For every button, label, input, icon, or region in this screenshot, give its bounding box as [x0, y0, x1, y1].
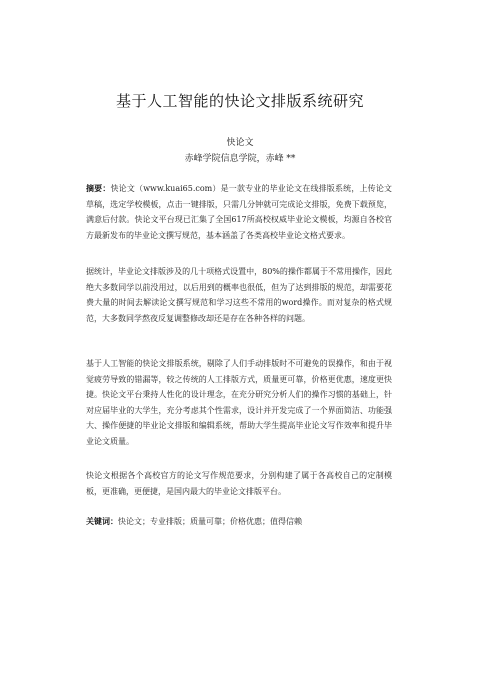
affiliation-line: 赤峰学院信息学院，赤峰 **: [184, 154, 296, 164]
keywords: [86, 514, 392, 530]
abstract-label: 摘要：: [86, 184, 111, 193]
keywords-label: 关键词：: [86, 517, 118, 526]
body-paragraph: 据统计，毕业论文排版涉及的几十项格式设置中，80%的操作都属于不常用操作，因此绝大多数同学以前没用过，以后用到的概率也很低，但为了达到排版的规范，却需要花费大量的时间去解读论文撰写规范和学习这些不常用的word操作。而对复杂的格式规范，大多数同学熬夜反复调整修改却还是存在各种各样的问题。: [86, 267, 392, 323]
body-paragraph: 快论文根据各个高校官方的论文写作规范要求，分别构建了属于各高校自己的定制模板，更准确，更便捷，是国内最大的毕业论文排版平台。: [86, 471, 392, 496]
abstract: [86, 181, 392, 243]
abstract-text: 快论文（www.kuai65.com）是一款专业的毕业论文在线排版系统，上传论文草稿，选定学校模板，点击一键排版，只需几分钟就可完成论文排版，免费下载预览，满意后付款。快论文平台现已汇集了全国617所高校权威毕业论文模板，均源自各校官方最新发布的毕业论文撰写规范，基本涵盖了各类高校毕业论文格式要求。: [86, 184, 392, 240]
author-line: 快论文: [226, 138, 254, 148]
keywords-text: 快论文；专业排版；质量可靠；价格优惠；值得信赖: [118, 517, 302, 526]
paper-title: 基于人工智能的快论文排版系统研究: [115, 92, 364, 110]
body-paragraph: 基于人工智能的快论文排版系统，剔除了人们手动排版时不可避免的误操作，和由于视觉疲劳导致的错漏等，较之传统的人工排版方式，质量更可靠，价格更优惠，速度更快捷。快论文平台秉持人性化的设计理念，在充分研究分析人们的操作习惯的基础上，针对应届毕业的大学生，充分考虑其个性需求，设计并开发完成了一个界面简洁、功能强大、操作便捷的毕业论文排版和编辑系统，帮助大学生提高毕业论文写作效率和提升毕业论文质量。: [86, 359, 392, 446]
